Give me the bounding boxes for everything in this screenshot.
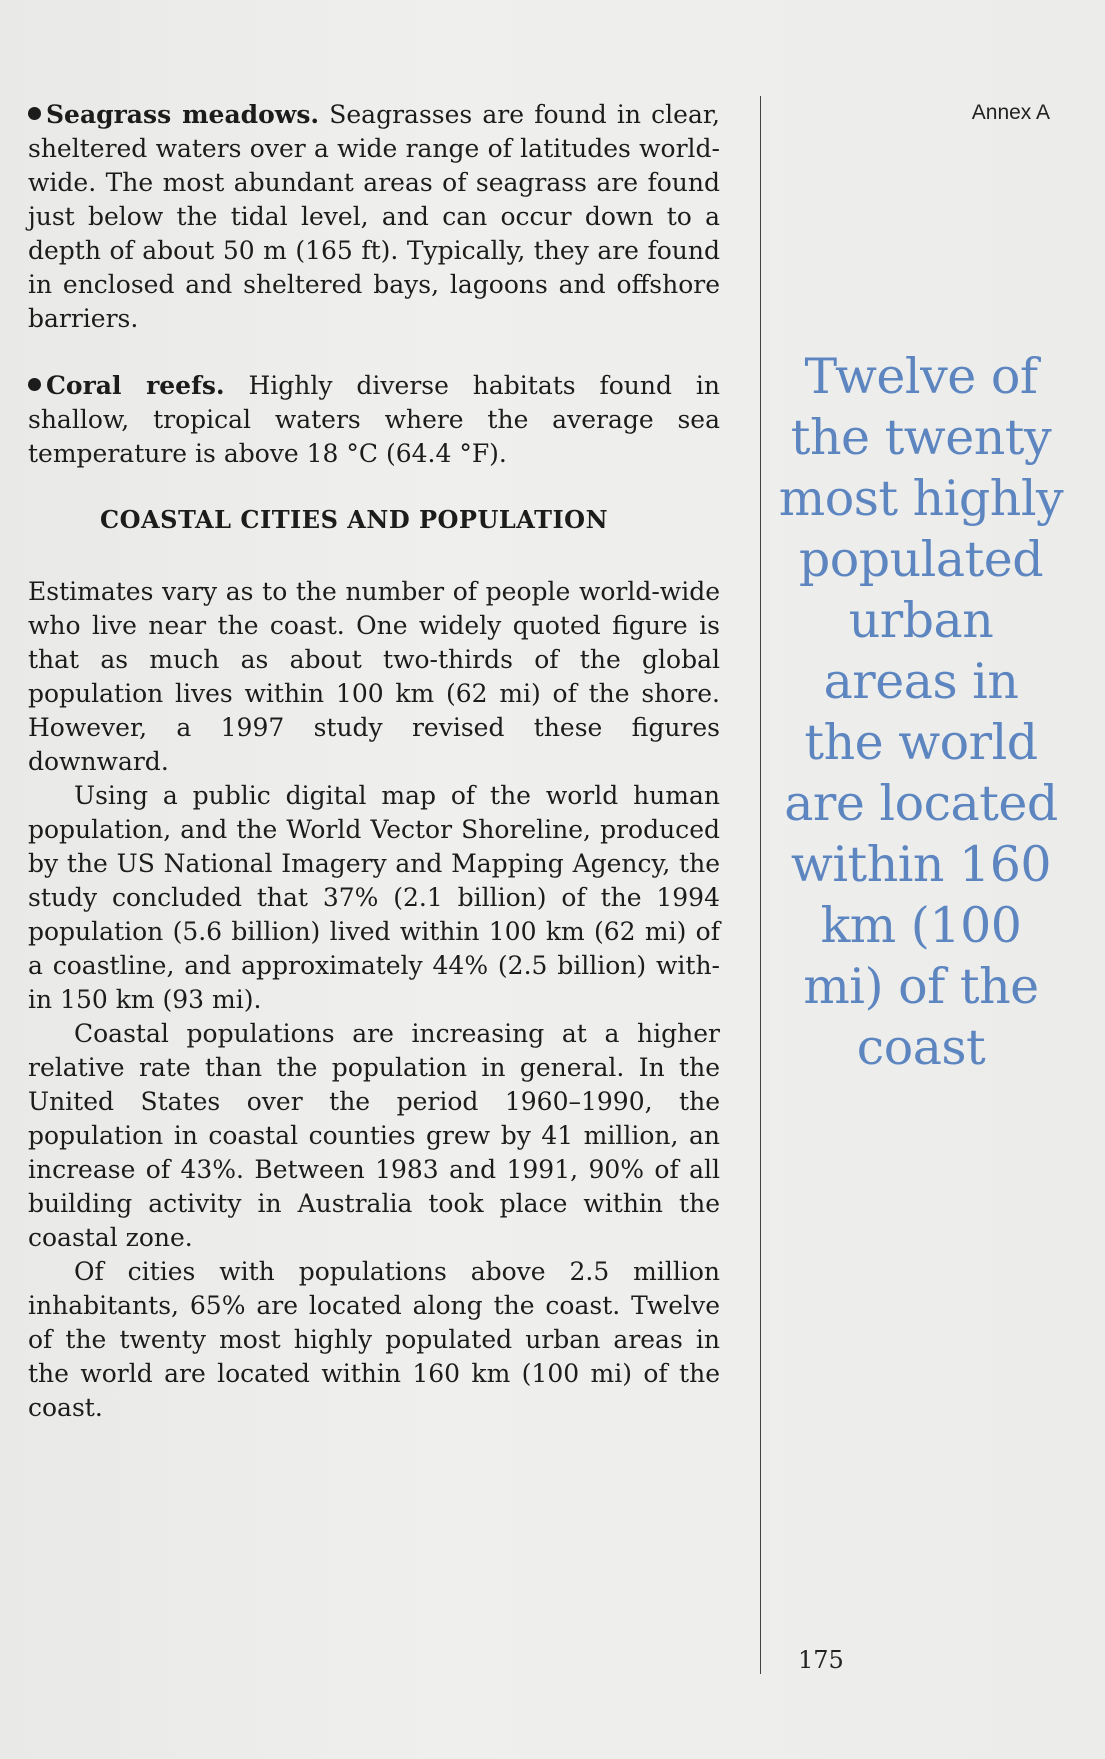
bullet-icon	[28, 107, 41, 120]
coastal-population-paragraph: Coastal populations are increasing at a higher relative rate than the population in general. In the United States over the period 1960–1990, the population in coastal counties grew by 41 million, an increase of 43%. Between 1983 and 1991, 90% of all building activity in Australia took place within the coastal zone.	[28, 1019, 720, 1252]
section-heading: COASTAL CITIES AND POPULATION	[100, 505, 609, 534]
bullet-icon	[28, 378, 41, 391]
seagrass-text: Seagrasses are found in clear, sheltered waters over a wide range of latitudes world-wide. The most abundant areas of seagrass are found just below the tidal level, and can occur down to a depth of about 50 m (165 ft). Typically, they are found in enclosed and sheltered bays, lagoons and offshore barriers.	[28, 100, 720, 333]
page-number: 175	[798, 1646, 844, 1674]
main-text-column	[28, 98, 720, 1425]
seagrass-paragraph	[28, 98, 720, 336]
study-paragraph: Using a public digital map of the world human population, and the World Vector Shoreline, produced by the US National Imagery and Mapping Agency, the study concluded that 37% (2.1 billion) of the 1994 population (5.6 billion) lived within 100 km (62 mi) of a coastline, and approximately 44% (2.5 billion) with-in 150 km (93 mi).	[28, 781, 720, 1014]
annex-label: Annex A	[971, 101, 1050, 124]
coral-text: Highly diverse habitats found in shallow, tropical waters where the average sea temperature is above 18 °C (64.4 °F).	[28, 371, 720, 468]
seagrass-term: Seagrass meadows.	[46, 100, 320, 129]
coral-term: Coral reefs.	[46, 371, 225, 400]
column-divider	[760, 96, 761, 1674]
pull-quote: Twelve of the twenty most highly populated urban areas in the world are located within 160 km (100 mi) of the coast	[778, 348, 1064, 1076]
cities-paragraph: Of cities with populations above 2.5 million inhabitants, 65% are located along the coast. Twelve of the twenty most highly populated urban areas in the world are located within 160 km (100 mi) of the coast.	[28, 1257, 720, 1422]
coral-paragraph	[28, 369, 720, 471]
estimates-paragraph: Estimates vary as to the number of people world-wide who live near the coast. One widely quoted figure is that as much as about two-thirds of the global population lives within 100 km (62 mi) of the shore. However, a 1997 study revised these figures downward.	[28, 577, 720, 776]
